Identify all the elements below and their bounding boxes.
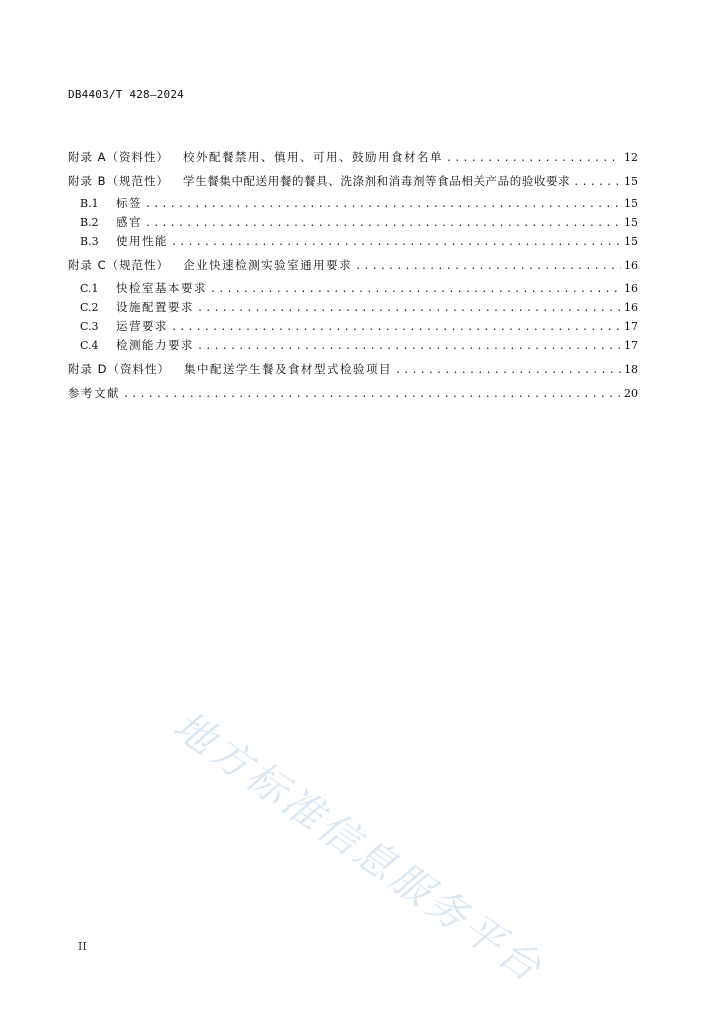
toc-entry-prefix: 附录 C（规范性）	[68, 258, 170, 272]
toc-entry-references[interactable]	[68, 384, 638, 402]
toc-subentry-number: C.4	[80, 339, 99, 352]
toc-subentry-page: 15	[624, 216, 638, 229]
toc-entry-prefix: 附录 B（规范性）	[68, 174, 170, 188]
toc-subentry-title: 感官	[116, 215, 142, 229]
toc-dot-leader	[395, 362, 621, 380]
toc-dot-leader	[446, 150, 621, 168]
toc-entry-title: 参考文献	[68, 386, 120, 400]
page-number: II	[78, 940, 87, 953]
toc-subentry-page: 15	[624, 197, 638, 210]
watermark-text: 地方标准信息服务平台	[164, 702, 552, 993]
toc-dot-leader	[123, 386, 621, 404]
toc-entry-prefix: 附录 A（资料性）	[68, 150, 170, 164]
toc-subentry-page: 17	[624, 320, 638, 333]
toc-subentry-title: 快检室基本要求	[116, 281, 207, 295]
toc-dot-leader	[145, 215, 621, 233]
toc-entry-appendix-c[interactable]	[68, 256, 638, 274]
toc-entry-page: 16	[624, 259, 638, 272]
toc-subentry-c1[interactable]	[80, 279, 638, 297]
toc-entry-title: 学生餐集中配送用餐的餐具、洗涤剂和消毒剂等食品相关产品的验收要求	[183, 174, 571, 188]
toc-dot-leader	[197, 338, 621, 356]
toc-entry-title: 企业快速检测实验室通用要求	[183, 258, 353, 272]
document-code: DB4403/T 428—2024	[68, 88, 184, 101]
toc-subentry-title: 使用性能	[116, 234, 168, 248]
toc-subentry-title: 检测能力要求	[116, 338, 194, 352]
toc-subentry-number: B.1	[80, 197, 99, 210]
toc-subentry-page: 17	[624, 339, 638, 352]
toc-entry-page: 20	[624, 387, 638, 400]
toc-dot-leader	[145, 196, 621, 214]
toc-subentry-title: 标签	[116, 196, 142, 210]
toc-entry-prefix: 附录 D（资料性）	[68, 362, 171, 376]
toc-subentry-b3[interactable]	[80, 232, 638, 250]
toc-entry-title: 集中配送学生餐及食材型式检验项目	[184, 362, 393, 376]
toc-entry-page: 12	[624, 151, 638, 164]
toc-subentry-page: 16	[624, 282, 638, 295]
toc-dot-leader	[355, 258, 621, 276]
toc-entry-appendix-d[interactable]	[68, 360, 638, 378]
toc-subentry-page: 16	[624, 301, 638, 314]
toc-subentry-title: 运营要求	[116, 319, 168, 333]
toc-subentry-c4[interactable]	[80, 336, 638, 354]
toc-dot-leader	[171, 319, 621, 337]
toc-subentry-number: C.3	[80, 320, 99, 333]
toc-dot-leader	[210, 281, 621, 299]
toc-entry-title: 校外配餐禁用、慎用、可用、鼓励用食材名单	[183, 150, 444, 164]
toc-subentry-c2[interactable]	[80, 298, 638, 316]
toc-subentry-number: B.2	[80, 216, 99, 229]
toc-subentry-b1[interactable]	[80, 194, 638, 212]
toc-subentry-number: B.3	[80, 235, 99, 248]
toc-entry-appendix-b[interactable]	[68, 172, 638, 190]
toc-dot-leader	[197, 300, 621, 318]
toc-entry-page: 18	[624, 363, 638, 376]
toc-subentry-title: 设施配置要求	[116, 300, 194, 314]
toc-entry-page: 15	[624, 175, 638, 188]
toc-subentry-number: C.1	[80, 282, 99, 295]
toc-subentry-c3[interactable]	[80, 317, 638, 335]
toc-subentry-b2[interactable]	[80, 213, 638, 231]
toc-subentry-page: 15	[624, 235, 638, 248]
toc-entry-appendix-a[interactable]	[68, 148, 638, 166]
toc-dot-leader	[573, 174, 621, 192]
toc-subentry-number: C.2	[80, 301, 99, 314]
toc-dot-leader	[171, 234, 621, 252]
